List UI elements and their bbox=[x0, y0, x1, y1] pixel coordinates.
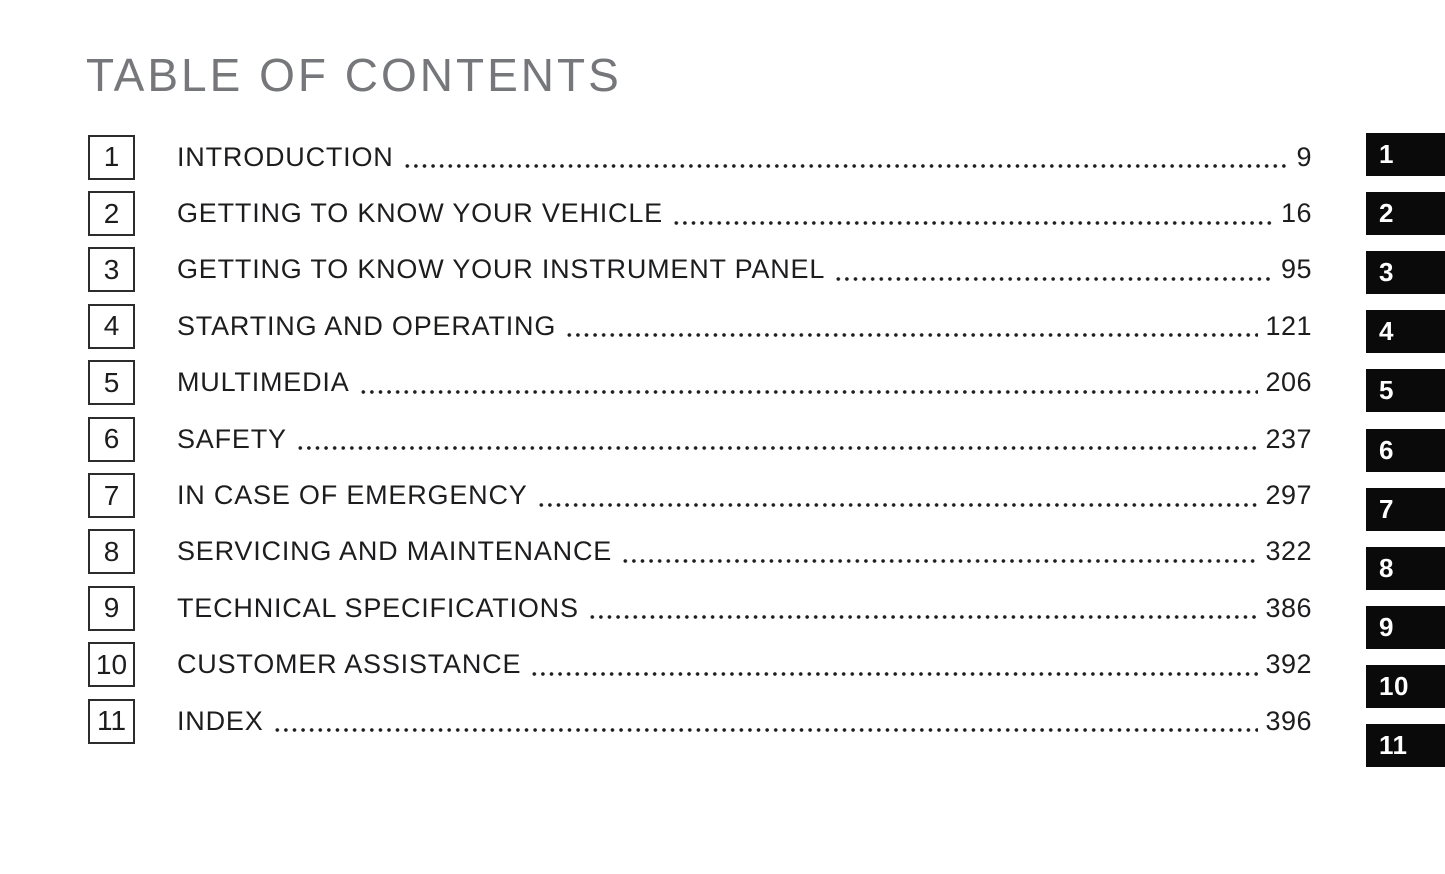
dot-leader bbox=[537, 503, 1259, 507]
chapter-title: MULTIMEDIA bbox=[177, 367, 350, 398]
chapter-title: GETTING TO KNOW YOUR VEHICLE bbox=[177, 198, 663, 229]
chapter-title: SERVICING AND MAINTENANCE bbox=[177, 536, 613, 567]
chapter-number: 4 bbox=[103, 310, 120, 342]
chapter-title: INTRODUCTION bbox=[177, 141, 394, 172]
chapter-number-box bbox=[88, 247, 135, 292]
chapter-number-box bbox=[88, 642, 135, 687]
dot-leader bbox=[296, 446, 1259, 450]
dot-leader bbox=[530, 672, 1258, 676]
chapter-number-box bbox=[88, 417, 135, 462]
dot-leader bbox=[834, 277, 1274, 281]
side-tab[interactable] bbox=[1366, 665, 1445, 708]
chapter-page-number: 297 bbox=[1265, 480, 1312, 511]
chapter-number: 7 bbox=[103, 479, 120, 511]
chapter-title: GETTING TO KNOW YOUR INSTRUMENT PANEL bbox=[177, 254, 826, 285]
side-tab-number: 2 bbox=[1379, 198, 1394, 229]
chapter-page-number: 95 bbox=[1280, 254, 1312, 285]
dot-leader bbox=[672, 221, 1274, 225]
chapter-page-number: 322 bbox=[1265, 536, 1312, 567]
side-tab[interactable] bbox=[1366, 547, 1445, 590]
chapter-number: 2 bbox=[103, 197, 120, 229]
chapter-number: 10 bbox=[95, 648, 128, 680]
side-tab-number: 8 bbox=[1379, 552, 1394, 583]
chapter-number: 11 bbox=[96, 705, 127, 737]
side-tab[interactable] bbox=[1366, 429, 1445, 472]
chapter-title: INDEX bbox=[177, 705, 264, 736]
chapter-number-box bbox=[88, 360, 135, 405]
chapter-title: TECHNICAL SPECIFICATIONS bbox=[177, 592, 579, 623]
chapter-number: 5 bbox=[103, 366, 120, 398]
side-tab-number: 9 bbox=[1379, 611, 1394, 642]
side-tab-number: 3 bbox=[1379, 257, 1394, 288]
chapter-page-number: 121 bbox=[1265, 310, 1312, 341]
chapter-number: 8 bbox=[103, 535, 120, 567]
chapter-title: STARTING AND OPERATING bbox=[177, 310, 557, 341]
toc-entry[interactable] bbox=[88, 355, 1312, 411]
side-tab-number: 7 bbox=[1379, 493, 1394, 524]
chapter-page-number: 237 bbox=[1265, 423, 1312, 454]
chapter-page-number: 396 bbox=[1265, 705, 1312, 736]
chapter-page-number: 16 bbox=[1280, 198, 1312, 229]
chapter-page-number: 386 bbox=[1265, 592, 1312, 623]
chapter-number: 9 bbox=[103, 592, 120, 624]
toc-entry[interactable] bbox=[88, 411, 1312, 467]
chapter-page-number: 206 bbox=[1265, 367, 1312, 398]
chapter-number: 1 bbox=[103, 141, 120, 173]
side-tab[interactable] bbox=[1366, 251, 1445, 294]
side-tab[interactable] bbox=[1366, 133, 1445, 176]
side-tab-number: 1 bbox=[1379, 139, 1394, 169]
chapter-page-number: 392 bbox=[1265, 649, 1312, 680]
dot-leader bbox=[565, 333, 1258, 337]
toc-entry[interactable] bbox=[88, 524, 1312, 580]
toc-entry[interactable] bbox=[88, 298, 1312, 354]
dot-leader bbox=[588, 615, 1259, 619]
side-tab[interactable] bbox=[1366, 488, 1445, 531]
chapter-page-number: 9 bbox=[1296, 141, 1312, 172]
toc-entry[interactable] bbox=[88, 693, 1312, 749]
side-tab[interactable] bbox=[1366, 724, 1445, 767]
side-tab-number: 6 bbox=[1379, 434, 1394, 465]
toc-entry[interactable] bbox=[88, 129, 1312, 185]
side-tab[interactable] bbox=[1366, 606, 1445, 649]
chapter-title: CUSTOMER ASSISTANCE bbox=[177, 649, 522, 680]
chapter-number: 6 bbox=[103, 423, 120, 455]
chapter-number-box bbox=[88, 529, 135, 574]
chapter-number-box bbox=[88, 699, 135, 744]
toc-entry[interactable] bbox=[88, 242, 1312, 298]
page-title: TABLE OF CONTENTS bbox=[86, 49, 622, 101]
chapter-number-box bbox=[88, 586, 135, 631]
side-tab-number: 11 bbox=[1379, 730, 1408, 760]
toc-list bbox=[88, 129, 1312, 749]
side-tab-number: 10 bbox=[1379, 670, 1409, 701]
dot-leader bbox=[359, 390, 1259, 394]
side-tab[interactable] bbox=[1366, 369, 1445, 412]
chapter-title: IN CASE OF EMERGENCY bbox=[177, 480, 528, 511]
dot-leader bbox=[621, 559, 1258, 563]
side-tab[interactable] bbox=[1366, 310, 1445, 353]
toc-entry[interactable] bbox=[88, 580, 1312, 636]
toc-entry[interactable] bbox=[88, 185, 1312, 241]
dot-leader bbox=[273, 728, 1259, 732]
chapter-title: SAFETY bbox=[177, 423, 287, 454]
chapter-number-box bbox=[88, 304, 135, 349]
toc-entry[interactable] bbox=[88, 637, 1312, 693]
chapter-number: 3 bbox=[103, 253, 120, 285]
chapter-number-box bbox=[88, 473, 135, 518]
side-tab-number: 5 bbox=[1379, 375, 1394, 406]
side-tab-number: 4 bbox=[1379, 316, 1394, 347]
toc-entry[interactable] bbox=[88, 467, 1312, 523]
side-tab[interactable] bbox=[1366, 192, 1445, 235]
dot-leader bbox=[403, 164, 1290, 168]
chapter-number-box bbox=[88, 191, 135, 236]
chapter-number-box bbox=[88, 135, 135, 180]
